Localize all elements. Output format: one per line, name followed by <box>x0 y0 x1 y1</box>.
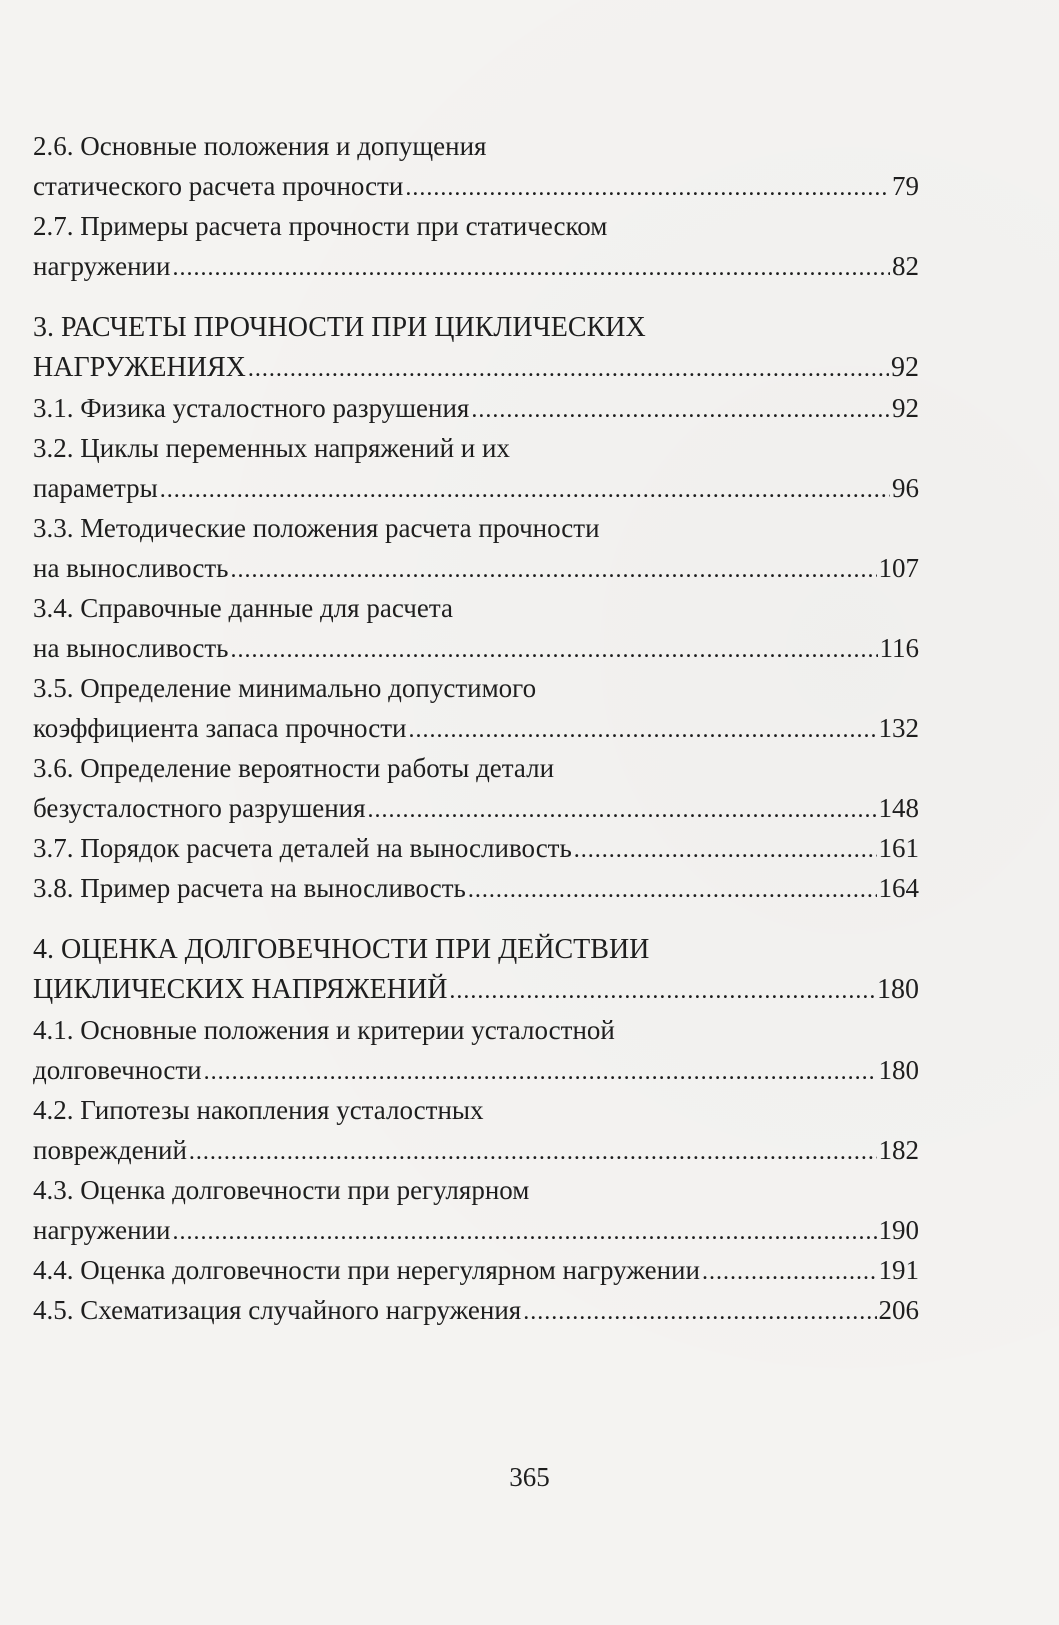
toc-heading-line <box>33 930 919 970</box>
toc-entry-line <box>33 868 919 908</box>
toc-heading-line <box>33 970 919 1010</box>
toc-entry-text: 4.4. Оценка долговечности при нерегулярном нагружении <box>33 1255 700 1285</box>
toc-heading-text: НАГРУЖЕНИЯХ <box>33 352 246 383</box>
toc-page-number: 148 <box>878 793 919 823</box>
toc-entry-text: 3.5. Определение минимально допустимого <box>33 673 537 703</box>
toc-page-number: 206 <box>878 1295 919 1325</box>
toc-page-number: 132 <box>878 713 919 743</box>
toc-entry-text: 4.2. Гипотезы накопления усталостных <box>33 1095 484 1125</box>
toc-entry-text: статического расчета прочности <box>33 171 404 201</box>
toc-entry-text: на выносливость <box>33 633 229 663</box>
toc-entry-line <box>33 428 919 468</box>
toc-page-number: 96 <box>892 473 919 503</box>
toc-entry-text: 3.1. Физика усталостного разрушения <box>33 393 470 423</box>
dot-leader <box>172 248 890 286</box>
toc-entry-line <box>33 1050 919 1090</box>
toc-page-number: 107 <box>878 553 919 583</box>
toc-page-number: 191 <box>878 1255 919 1285</box>
toc-heading-line <box>33 308 919 348</box>
toc-page-number: 116 <box>879 633 919 663</box>
toc-entry-text: 3.2. Циклы переменных напряжений и их <box>33 433 510 463</box>
toc-entry-text: на выносливость <box>33 553 229 583</box>
toc-entry-line <box>33 468 919 508</box>
dot-leader <box>368 790 877 828</box>
toc-entry-text: 3.4. Справочные данные для расчета <box>33 593 453 623</box>
toc-entry-line <box>33 1290 919 1330</box>
toc-entry-line <box>33 668 919 708</box>
toc-entry-line <box>33 1210 919 1250</box>
dot-leader <box>574 830 877 868</box>
dot-leader <box>468 870 877 908</box>
toc-entry-text: нагружении <box>33 1215 171 1245</box>
toc-entry-line <box>33 548 919 588</box>
toc-page-number: 79 <box>892 171 919 201</box>
toc-entry-line <box>33 1090 919 1130</box>
toc-entry-line <box>33 166 919 206</box>
toc-entry-line <box>33 388 919 428</box>
toc-entry-line <box>33 828 919 868</box>
dot-leader <box>230 630 877 668</box>
dot-leader <box>160 470 890 508</box>
toc-page-number: 182 <box>878 1135 919 1165</box>
toc-entry-line <box>33 588 919 628</box>
dot-leader <box>405 168 890 206</box>
toc-entry-line <box>33 246 919 286</box>
toc-entry-text: 2.6. Основные положения и допущения <box>33 131 487 161</box>
toc-entry-line <box>33 708 919 748</box>
toc-entry-line <box>33 628 919 668</box>
toc-entry-text: 3.3. Методические положения расчета прочности <box>33 513 600 543</box>
toc-page-number: 161 <box>878 833 919 863</box>
dot-leader <box>471 390 890 428</box>
toc-page-number: 190 <box>878 1215 919 1245</box>
toc-heading-line <box>33 348 919 388</box>
dot-leader <box>189 1132 877 1170</box>
toc-page-number: 180 <box>877 974 919 1005</box>
toc-heading-text: ЦИКЛИЧЕСКИХ НАПРЯЖЕНИЙ <box>33 974 448 1005</box>
toc-entry-text: повреждений <box>33 1135 187 1165</box>
toc-entry-line <box>33 1250 919 1290</box>
toc-entry-line <box>33 1170 919 1210</box>
dot-leader <box>702 1252 877 1290</box>
toc-entry-text: безусталостного разрушения <box>33 793 366 823</box>
dot-leader <box>204 1052 877 1090</box>
toc-heading-text: 3. РАСЧЕТЫ ПРОЧНОСТИ ПРИ ЦИКЛИЧЕСКИХ <box>33 312 646 343</box>
dot-leader <box>408 710 876 748</box>
toc-page-number: 164 <box>878 873 919 903</box>
toc-entry-line <box>33 748 919 788</box>
toc-page-number: 180 <box>878 1055 919 1085</box>
toc-page-number: 92 <box>892 393 919 423</box>
toc-entry-line <box>33 126 919 166</box>
dot-leader <box>523 1292 876 1330</box>
toc-heading-text: 4. ОЦЕНКА ДОЛГОВЕЧНОСТИ ПРИ ДЕЙСТВИИ <box>33 934 650 965</box>
toc-entry-text: нагружении <box>33 251 171 281</box>
toc-page-number: 92 <box>891 352 919 383</box>
toc-entry-text: 3.7. Порядок расчета деталей на выносливость <box>33 833 572 863</box>
toc-entry-text: коэффициента запаса прочности <box>33 713 407 743</box>
toc-page-number: 82 <box>892 251 919 281</box>
toc-entry-line <box>33 788 919 828</box>
toc-entry-text: долговечности <box>33 1055 202 1085</box>
toc-entry-text: параметры <box>33 473 158 503</box>
toc-entry-line <box>33 1130 919 1170</box>
dot-leader <box>248 349 889 388</box>
toc-entry-text: 4.3. Оценка долговечности при регулярном <box>33 1175 530 1205</box>
toc-entry-text: 3.8. Пример расчета на выносливость <box>33 873 466 903</box>
toc-entry-text: 4.1. Основные положения и критерии усталостной <box>33 1015 615 1045</box>
dot-leader <box>230 550 876 588</box>
toc-entry-text: 2.7. Примеры расчета прочности при статическом <box>33 211 608 241</box>
toc-entry-line <box>33 508 919 548</box>
toc-entry-line <box>33 206 919 246</box>
toc-entry-text: 4.5. Схематизация случайного нагружения <box>33 1295 522 1325</box>
toc-entry-line <box>33 1010 919 1050</box>
toc-entry-text: 3.6. Определение вероятности работы детали <box>33 753 555 783</box>
dot-leader <box>172 1212 876 1250</box>
page-number: 365 <box>509 1462 550 1492</box>
table-of-contents <box>33 126 919 1330</box>
dot-leader <box>449 971 875 1010</box>
